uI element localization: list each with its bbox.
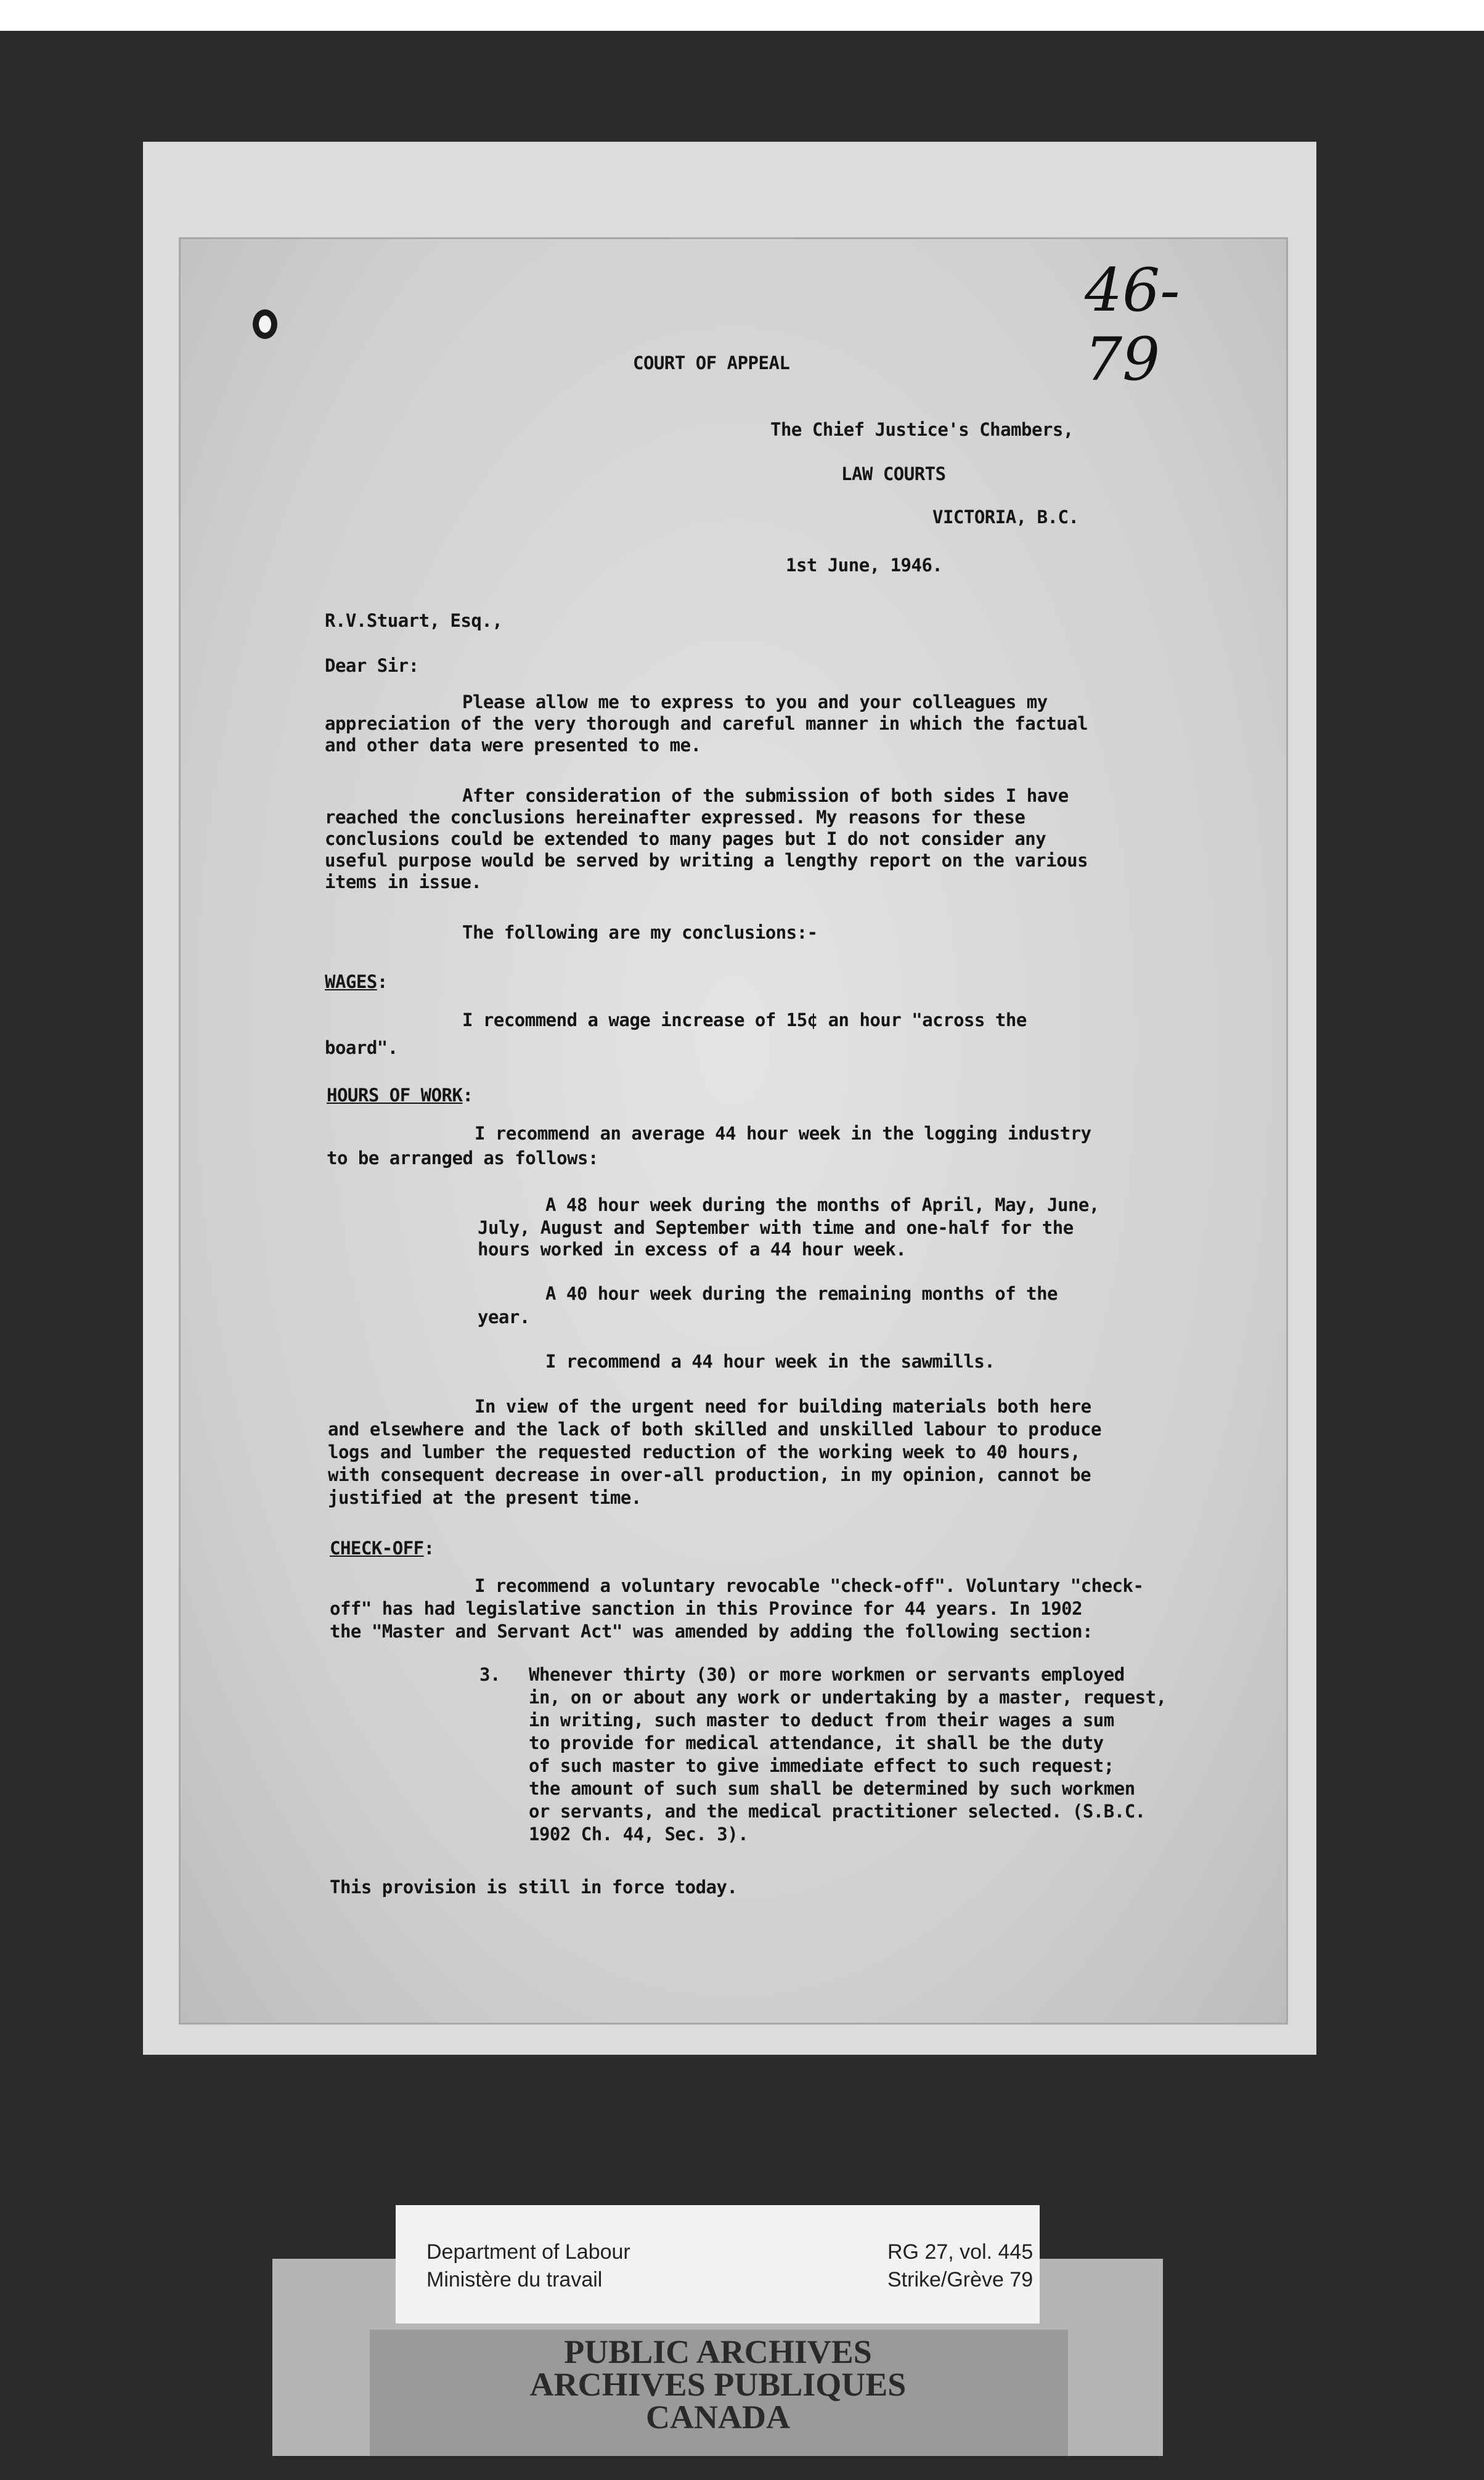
hours5-line: In view of the urgent need for building materials both here	[475, 1396, 1091, 1417]
label-dept-en: Department of Labour	[426, 2240, 630, 2264]
label-dept-fr: Ministère du travail	[426, 2268, 603, 2291]
section-line: Whenever thirty (30) or more workmen or servants employed	[529, 1664, 1125, 1685]
section-line: to provide for medical attendance, it shall be the duty	[529, 1732, 1104, 1753]
wages-heading: WAGES:	[325, 971, 388, 992]
section-line: in writing, such master to deduct from their wages a sum	[529, 1710, 1114, 1731]
hours2-line: July, August and September with time and one-half for the	[478, 1217, 1074, 1238]
letter-heading: COURT OF APPEAL	[633, 353, 790, 373]
stamp-line: ARCHIVES PUBLIQUES	[529, 2366, 907, 2403]
address-line-3: VICTORIA, B.C.	[932, 507, 1079, 528]
checkoff-line: I recommend a voluntary revocable "check-off". Voluntary "check-	[475, 1575, 1144, 1596]
hours1-line: to be arranged as follows:	[327, 1148, 598, 1169]
label-ref-volume: RG 27, vol. 445	[887, 2240, 1034, 2264]
hours1-line: I recommend an average 44 hour week in the logging industry	[475, 1123, 1091, 1144]
section-line: the amount of such sum shall be determined by such workmen	[529, 1778, 1135, 1799]
hours-heading: HOURS OF WORK:	[327, 1085, 473, 1106]
p1-line: Please allow me to express to you and your colleagues my	[462, 691, 1048, 712]
hours3-line: year.	[478, 1307, 530, 1328]
hours2-line: hours worked in excess of a 44 hour week.	[478, 1239, 907, 1260]
p3: The following are my conclusions:-	[462, 922, 818, 943]
hours5-line: logs and lumber the requested reduction of the working week to 40 hours,	[328, 1442, 1081, 1462]
closing: This provision is still in force today.	[330, 1877, 738, 1898]
address-line-2: LAW COURTS	[841, 463, 946, 484]
address-line-1: The Chief Justice's Chambers,	[770, 419, 1074, 440]
section-line: 1902 Ch. 44, Sec. 3).	[529, 1824, 749, 1845]
label-ref-strike: Strike/Grève 79	[887, 2268, 1034, 2291]
hours5-line: justified at the present time.	[328, 1487, 642, 1508]
section-line: of such master to give immediate effect to such request;	[529, 1755, 1114, 1776]
hours3-line: A 40 hour week during the remaining months of the	[545, 1283, 1058, 1304]
hours4: I recommend a 44 hour week in the sawmills.	[545, 1351, 995, 1372]
section-line: in, on or about any work or undertaking by a master, request,	[529, 1687, 1167, 1708]
stamp-line: PUBLIC ARCHIVES	[564, 2333, 872, 2370]
hours5-line: with consequent decrease in over-all production, in my opinion, cannot be	[328, 1464, 1091, 1485]
section-number: 3.	[479, 1664, 500, 1685]
letter-date: 1st June, 1946.	[786, 555, 943, 576]
p1-line: and other data were presented to me.	[325, 735, 701, 756]
stamp-line: CANADA	[646, 2399, 790, 2436]
checkoff-heading: CHECK-OFF:	[330, 1538, 434, 1559]
salutation: Dear Sir:	[325, 655, 419, 676]
wages-line: board".	[325, 1037, 398, 1058]
punch-hole-icon	[253, 309, 277, 339]
section-line: or servants, and the medical practitioner selected. (S.B.C.	[529, 1801, 1146, 1822]
p2-line: reached the conclusions hereinafter expressed. My reasons for these	[325, 807, 1025, 828]
p2-line: conclusions could be extended to many pages but I do not consider any	[325, 828, 1046, 849]
archive-label	[396, 2205, 1040, 2323]
hours2-line: A 48 hour week during the months of April, May, June,	[545, 1194, 1099, 1215]
hours5-line: and elsewhere and the lack of both skilled and unskilled labour to produce	[328, 1419, 1102, 1440]
p1-line: appreciation of the very thorough and careful manner in which the factual	[325, 713, 1088, 734]
recipient: R.V.Stuart, Esq.,	[325, 610, 503, 631]
p2-line: items in issue.	[325, 871, 482, 892]
checkoff-line: off" has had legislative sanction in this Province for 44 years. In 1902	[330, 1598, 1083, 1619]
handwritten-annotation: 46-79	[1085, 256, 1180, 394]
checkoff-line: the "Master and Servant Act" was amended by adding the following section:	[330, 1621, 1093, 1642]
scan-top-margin	[0, 0, 1484, 31]
p2-line: After consideration of the submission of both sides I have	[462, 785, 1069, 806]
p2-line: useful purpose would be served by writing a lengthy report on the various	[325, 850, 1088, 871]
wages-line: I recommend a wage increase of 15¢ an hour "across the	[462, 1010, 1027, 1030]
